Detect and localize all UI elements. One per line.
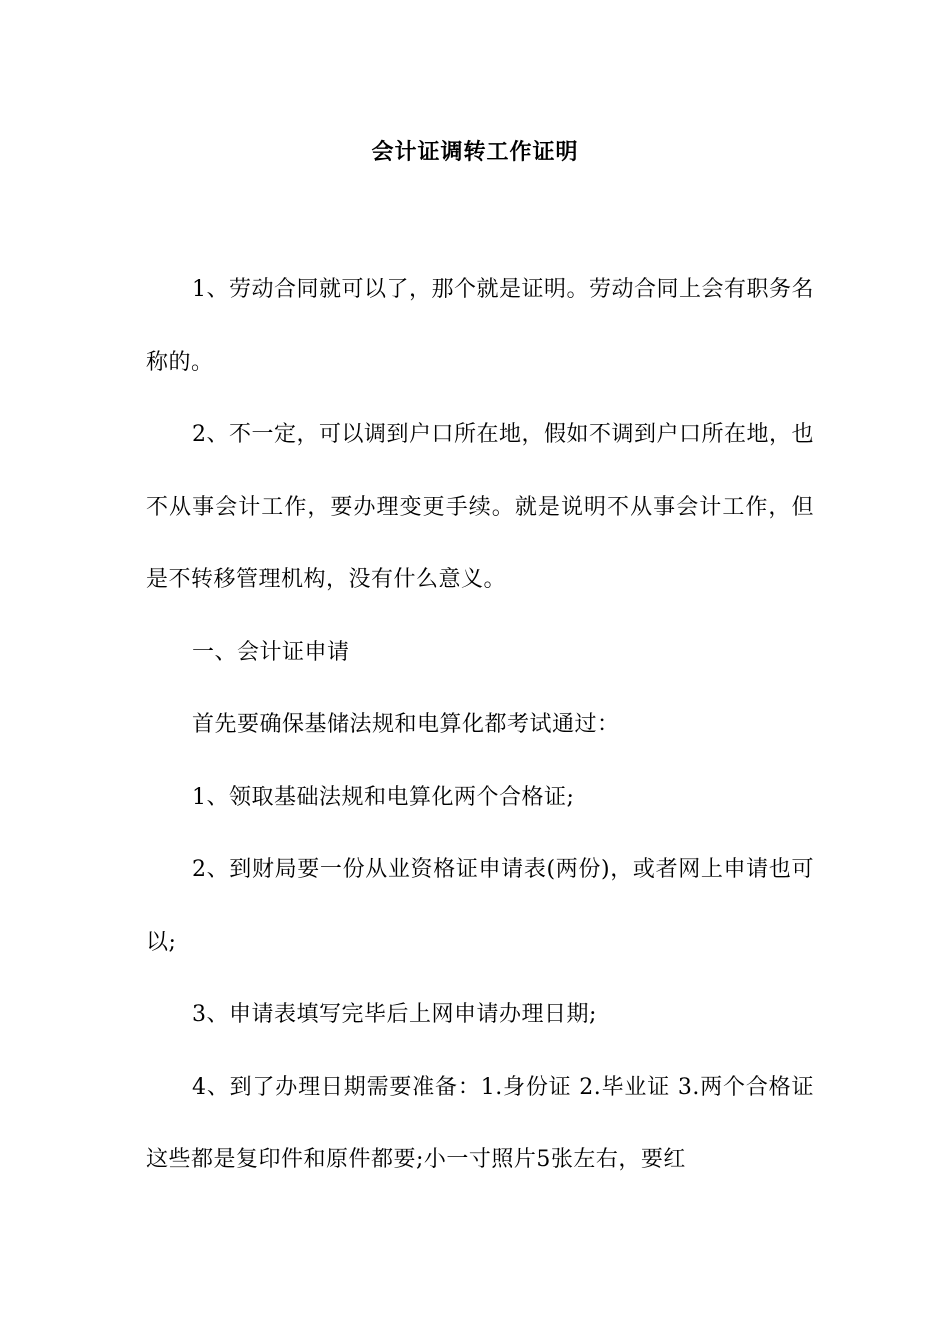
list-item-step-2: 2、到财局要一份从业资格证申请表(两份)，或者网上申请也可以;	[146, 857, 814, 955]
list-item-step-4: 4、到了办理日期需要准备：1.身份证 2.毕业证 3.两个合格证 这些都是复印件和原件都要;小一寸照片5张左右，要红	[146, 1074, 814, 1172]
document-title: 会计证调转工作证明	[371, 139, 579, 165]
list-item-step-3: 3、申请表填写完毕后上网申请办理日期;	[192, 1002, 597, 1027]
paragraph-labor-contract: 1、劳动合同就可以了，那个就是证明。劳动合同上会有职务名称的。	[146, 277, 814, 375]
document-body	[146, 254, 814, 1197]
paragraph-exam-requirement: 首先要确保基储法规和电算化都考试通过：	[192, 712, 620, 737]
section-heading-application: 一、会计证申请	[192, 639, 350, 665]
list-item-step-1: 1、领取基础法规和电算化两个合格证;	[192, 784, 575, 810]
paragraph-household-transfer: 2、不一定，可以调到户口所在地，假如不调到户口所在地，也不从事会计工作，要办理变更手续。就是说明不从事会计工作，但是不转移管理机构，没有什么意义。	[146, 422, 814, 592]
